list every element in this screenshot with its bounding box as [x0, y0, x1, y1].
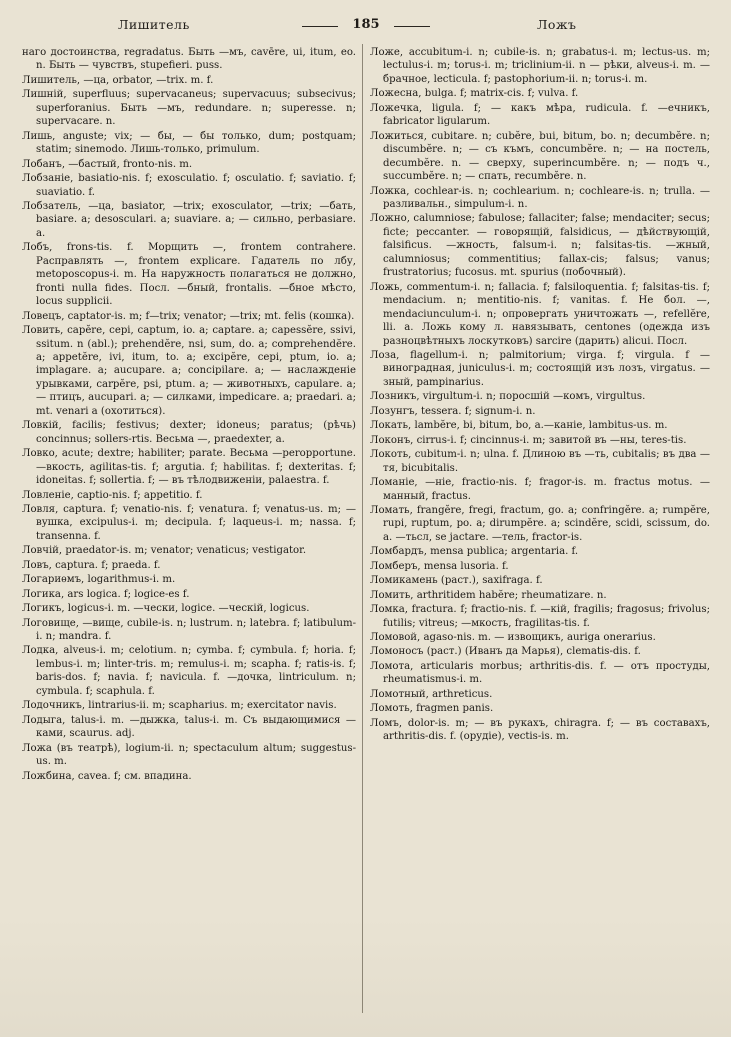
dictionary-entry: Ловленіе, captio-nis. f; appetitio. f. — [22, 489, 203, 501]
dictionary-entry: Лобанъ, —бастый, fronto-nis. m. — [22, 158, 193, 170]
dictionary-entry: Ломотный, arthreticus. — [370, 688, 493, 700]
dictionary-entry: Лобъ, frons-tis. f. Морщить —, frontem contrahere. Расправлять —, frontem explicare. Гадатель по лбу, metoposcopus-i. m. На наружность полагаться не должно, fronti nulla fides. Посл. —бный, frontalis. —бное мѣсто, locus supplicii. — [22, 242, 356, 308]
dictionary-entry: Ложь, commentum-i. n; fallacia. f; falsiloquentia. f; falsitas-tis. f; mendacium. n; mentitio-nis. f; vanitas. f. Не бол. —, mendaciunculum-i. n; опровергать уничтожать —, refellĕre, lli. a. Ложь кому л. навязывать, centones (одежда изъ разноцвѣтныхъ лоскутковъ) sarcire (дарить) alicui. Посл. — [370, 281, 710, 347]
dictionary-entry: наго достоинства, regradatus. Быть —мъ, cavēre, ui, itum, eo. n. Быть — чувствъ, stupefieri. puss. — [22, 47, 356, 72]
dictionary-entry: Ложно, calumniose; fabulose; fallaciter; false; mendaciter; secus; ficte; peccanter. — говорящій, falsidicus, — дѣйствующій, falsificus. —жность, falsum-i. n; falsitas-tis. —жный, calumniosus; commentitius; fallax-cis; falsus; vanus; frustratorius; fucosus. mt. spurius (побочный). — [370, 213, 710, 279]
dictionary-entry: Локоть, cubitum-i. n; ulna. f. Длиною въ —ть, cubitalis; въ два —тя, bicubitalis. — [370, 449, 710, 474]
column-divider — [362, 44, 363, 1013]
dictionary-entry: Лоза, flagellum-i. n; palmitorium; virga. f; virgula. f — виноградная, juniculus-i. m; состоящій изъ лозъ, virgatus. —зный, pampinarius. — [370, 349, 710, 388]
dictionary-entry: Локонъ, cirrus-i. f; cincinnus-i. m; завитой въ —ны, teres-tis. — [370, 434, 687, 446]
right-column — [370, 46, 710, 1023]
dictionary-entry: Лодочникъ, lintrarius-ii. m; scapharius. m; exercitator navis. — [22, 700, 337, 712]
dictionary-entry: Лишитель, —ца, orbator, —trix. m. f. — [22, 74, 214, 86]
dictionary-entry: Лишь, anguste; vix; — бы, — бы только, dum; postquam; statim; sinemodo. Лишь-только, primulum. — [22, 130, 356, 156]
dictionary-entry: Ловить, capĕre, cepi, captum, io. a; captare. a; capessĕre, ssivi, ssitum. n (abl.); prehendĕre, nsi, sum, do. a; comprehendĕre. a; appetĕre, ivi, itum, to. a; excipĕre, cepi, ptum, io. a; implagare. a; aucupare. a; concipilare. a; — наслажденіе урывками, carpĕre, psi, ptum. a; — животныхъ, capulare. a; — птицъ, aucupari. a; — силками, impedicare. a; praedari. a; mt. venari a (охотиться). — [22, 325, 356, 417]
dictionary-entry: Ловко, acute; dextre; habiliter; parate. Весьма —peropportune. —вкость, agilitas-tis. f; argutia. f; habilitas. f; dexteritas. f; idoneitas. f; sollertia. f; — въ тѣлодвиженіи, palaestra. f. — [22, 448, 356, 487]
dictionary-entry: Логикъ, logicus-i. m. —чески, logice. —ческій, logicus. — [22, 603, 310, 615]
dictionary-entry: Ловецъ, captator-is. m; f—trix; venator; —trix; mt. felis (кошка). — [22, 310, 355, 322]
dictionary-entry: Логика, ars logica. f; logice-es f. — [22, 588, 190, 600]
dictionary-entry: Лозунгъ, tessera. f; signum-i. n. — [370, 405, 536, 417]
dictionary-entry: Лобзатель, —ца, basiator, —trix; exosculator, —trix; —бать, basiare. a; desosculari. a; suaviare. a; — сильно, perbasiare. a. — [22, 200, 356, 239]
dictionary-entry: Ломка, fractura. f; fractio-nis. f. —кій, fragilis; fragosus; frivolus; futilis; vitreus; —мкость, fragilitas-tis. f. — [370, 604, 710, 629]
dictionary-entry: Ложиться, cubitare. n; cubĕre, bui, bitum, bo. n; decumbĕre. n; discumbĕre. n; — съ къмъ, concumbĕre. n; — на постель, decumbĕre. n. — сверху, superincumbĕre. n; — подъ ч., succumbĕre. n; — спать, recumbĕre. n. — [370, 130, 710, 183]
dictionary-entry: Ложа (въ театрѣ), logium-ii. n; spectaculum altum; suggestus-us. m. — [22, 742, 356, 768]
dictionary-entry: Ломъ, dolor-is. m; — въ рукахъ, chiragra. f; — въ составахъ, arthritis-dis. f. (орудіе), vectis-is. m. — [370, 717, 710, 743]
dictionary-entry: Ложка, cochlear-is. n; cochlearium. n; cochleare-is. n; trulla. — разливальн., simpulum-i. n. — [370, 185, 710, 210]
dictionary-entry: Ложесна, bulga. f; matrix-cis. f; vulva. f. — [370, 88, 579, 100]
dictionary-entry: Ломоть, fragmen panis. — [370, 703, 494, 715]
dictionary-entry: Ломберъ, mensa lusoria. f. — [370, 560, 509, 572]
dictionary-entry: Лишній, superfluus; supervacaneus; supervacuus; subsecivus; superforanius. Быть —мъ, redundare. n; superesse. n; supervacare. n. — [22, 89, 356, 128]
dictionary-entry: Лозникъ, virgultum-i. n; поросшій —комъ, virgultus. — [370, 391, 646, 403]
left-column — [22, 46, 356, 1023]
dictionary-entry: Ловъ, captura. f; praeda. f. — [22, 559, 161, 571]
dictionary-entry: Лобзаніе, basiatio-nis. f; exosculatio. f; osculatio. f; saviatio. f; suaviatio. f. — [22, 173, 356, 198]
header-right-catchword: Ложъ — [537, 17, 577, 32]
header-left-catchword: Лишитель — [118, 17, 190, 32]
dictionary-entry: Ломбардъ, mensa publica; argentaria. f. — [370, 546, 579, 558]
dictionary-entry: Лодыга, talus-i. m. —дыжка, talus-i. m. Съ выдающимися —ками, scaurus. adj. — [22, 714, 356, 740]
dictionary-entry: Ложечка, ligula. f; — какъ мѣра, rudicula. f. —ечникъ, fabricator ligularum. — [370, 102, 710, 128]
dictionary-entry: Ломикамень (раст.), saxifraga. f. — [370, 575, 543, 587]
dictionary-entry: Ломота, articularis morbus; arthritis-dis. f. — отъ простуды, rheumatismus-i. m. — [370, 660, 710, 686]
dictionary-entry: Ложбина, cavea. f; см. впадина. — [22, 770, 192, 782]
dictionary-entry: Логовище, —вище, cubile-is. n; lustrum. n; latebra. f; latibulum-i. n; mandra. f. — [22, 617, 356, 643]
dictionary-entry: Лодка, alveus-i. m; celotium. n; cymba. f; cymbula. f; horia. f; lembus-i. m; linter-tris. m; remulus-i. m; scapha. f; ratis-is. f; baris-dos. f; navia. f; navicula. f. —дочка, lintriculum. n; cymbula. f; scaphula. f. — [22, 645, 356, 697]
dictionary-entry: Ломовой, agaso-nis. m. — извощикъ, auriga onerarius. — [370, 632, 656, 644]
running-header — [0, 17, 731, 39]
dictionary-entry: Ловкій, facilis; festivus; dexter; idoneus; paratus; (рѣчь) concinnus; sollers-rtis. Весьма —, praedexter, a. — [22, 420, 356, 445]
dictionary-entry: Ломать, frangĕre, fregi, fractum, go. a; confringĕre. a; rumpĕre, rupi, ruptum, po. a; dirumpĕre. a; scindĕre, scidi, scissum, do. a. —тьсл, se jactare. —тель, fractor-is. — [370, 504, 710, 543]
page-number: 185 — [296, 17, 436, 32]
dictionary-entry: Ловля, captura. f; venatio-nis. f; venatura. f; venatus-us. m; —вушка, excipulus-i. m; decipula. f; laqueus-i. m; nassa. f; transenna. f. — [22, 503, 356, 542]
dictionary-entry: Локать, lambĕre, bi, bitum, bo, a.—каніе, lambitus-us. m. — [370, 420, 668, 432]
dictionary-entry: Ломить, arthritidem habĕre; rheumatizare. n. — [370, 589, 607, 601]
dictionary-entry: Ломоносъ (раст.) (Иванъ да Марья), clematis-dis. f. — [370, 646, 641, 658]
dictionary-entry: Ломаніе, —ніе, fractio-nis. f; fragor-is. m. fractus motus. —манный, fractus. — [370, 477, 710, 502]
dictionary-entry: Логариѳмъ, logarithmus-i. m. — [22, 574, 176, 586]
dictionary-entry: Ложе, accubitum-i. n; cubile-is. n; grabatus-i. m; lectus-us. m; lectulus-i. m; torus-i. m; triclinium-ii. n — рѣки, alveus-i. m. — брачное, lecticula. f; pastophorium-ii. n; torus-i. m. — [370, 47, 710, 85]
dictionary-entry: Ловчій, praedator-is. m; venator; venaticus; vestigator. — [22, 545, 307, 557]
